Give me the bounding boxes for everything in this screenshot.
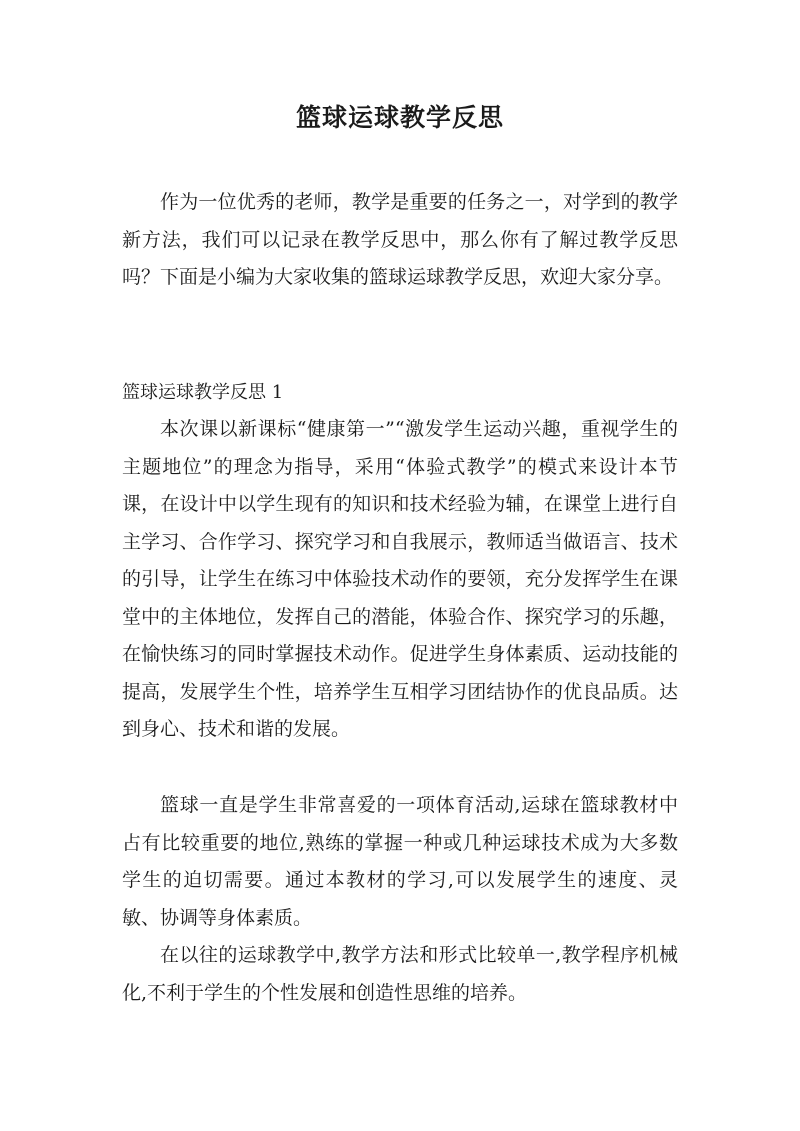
- intro-paragraph: 作为一位优秀的老师，教学是重要的任务之一，对学到的教学新方法，我们可以记录在教学反思中，那么你有了解过教学反思吗？下面是小编为大家收集的篮球运球教学反思，欢迎大家分享。: [122, 191, 678, 288]
- body-paragraph-2: 篮球一直是学生非常喜爱的一项体育活动,运球在篮球教材中占有比较重要的地位,熟练的掌握一种或几种运球技术成为大多数学生的迫切需要。通过本教材的学习,可以发展学生的速度、灵敏、协调等身体素质。: [122, 794, 678, 929]
- body-paragraph-1: 本次课以新课标“健康第一”“激发学生运动兴趣，重视学生的主题地位”的理念为指导，采用“体验式教学”的模式来设计本节课，在设计中以学生现有的知识和技术经验为辅，在课堂上进行自主学习、合作学习、探究学习和自我展示，教师适当做语言、技术的引导，让学生在练习中体验技术动作的要领，充分发挥学生在课堂中的主体地位，发挥自己的潜能，体验合作、探究学习的乐趣，在愉快练习的同时掌握技术动作。促进学生身体素质、运动技能的提高，发展学生个性，培养学生互相学习团结协作的优良品质。达到身心、技术和谐的发展。: [122, 418, 678, 740]
- body-paragraph-3: 在以往的运球教学中,教学方法和形式比较单一,教学程序机械化,不利于学生的个性发展和创造性思维的培养。: [122, 944, 678, 1004]
- document-title: 篮球运球教学反思: [295, 103, 504, 132]
- section-heading: 篮球运球教学反思 1: [122, 382, 284, 403]
